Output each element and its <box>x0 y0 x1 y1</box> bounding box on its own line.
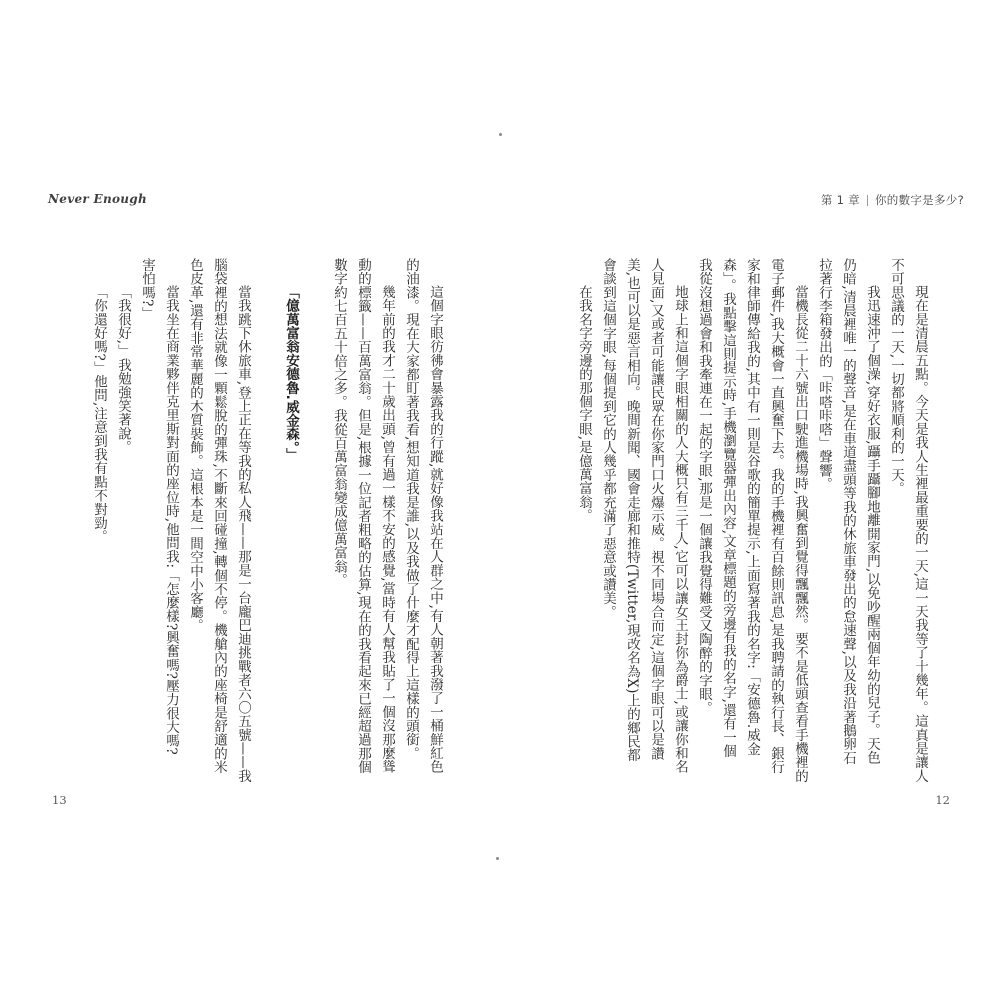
text-line: 色皮革,還有非常華麗的木質裝飾。這根本是一間空中小客廳。 <box>187 258 203 633</box>
page-number-right: 12 <box>935 793 950 807</box>
text-line: 腦袋裡的想法就像一顆鬆脫的彈珠,不斷來回碰撞,轉個不停。機艙內的座椅是舒適的米 <box>211 258 227 774</box>
text-line: 幾年前的我才二十歲出頭,曾有過一樣不安的感覺,當時有人幫我貼了一個沒那麼聳 <box>379 285 395 774</box>
text-line: 「我很好,」我勉強笑著說。 <box>115 285 131 454</box>
text-line: 「你還好嗎?」他問,注意到我有點不對勁。 <box>91 285 107 544</box>
text-line: 人見面,又或者可能讓民眾在你家門口火爆示威。視不同場合而定,這個字眼可以是讚 <box>648 258 664 761</box>
text-line: 不可思議的一天,一切都將順利的一天。 <box>888 258 904 496</box>
text-line: 仍暗,清晨裡唯一的聲音,是在車道盡頭等我的休旅車發出的怠速聲,以及我沿著鵝卵石 <box>840 258 856 765</box>
text-line: 美,也可以是惡言相向。晚間新聞、國會走廊和推特(Twitter,現改名為X)上的鄉民都 <box>624 258 640 763</box>
text-line: 當我坐在商業夥伴克里斯對面的座位時,他問我:「怎麼樣?興奮嗎?壓力很大嗎? <box>163 285 179 755</box>
text-line: 森」。我點擊這則提示時,手機瀏覽器彈出內容,文章標題的旁邊有我的名字,還有一個 <box>720 258 736 758</box>
text-line: 數字約七百五十倍之多。我從百萬富翁變成億萬富翁。 <box>331 258 347 587</box>
header-divider <box>867 195 868 206</box>
right-page-body-text <box>572 258 932 810</box>
text-line: 會談到這個字眼,每個提到它的人幾乎都充滿了惡意或讚美。 <box>600 258 616 619</box>
text-line: 我從沒想過會和我牽連在一起的字眼,那是一個讓我覺得難受又陶醉的字眼。 <box>696 258 712 715</box>
chapter-title: 你的數字是多少? <box>874 193 964 207</box>
text-line: 當我跳下休旅車,登上正在等我的私人飛——那是一台龐巴迪挑戰者六〇五號——我 <box>235 285 251 783</box>
page-number-left: 13 <box>52 793 67 807</box>
chapter-label: 第 1 章 <box>820 193 860 207</box>
text-line: 我迅速沖了個澡,穿好衣服,躡手躡腳地離開家門,以免吵醒兩個年幼的兒子。天色 <box>864 285 880 765</box>
text-line: 這個字眼彷彿會暴露我的行蹤,就好像我站在人群之中,有人朝著我潑了一桶鮮紅色 <box>427 285 443 774</box>
scan-speck <box>496 857 499 860</box>
scan-speck <box>499 133 502 136</box>
text-line: 地球上和這個字眼相關的人大概只有三千人,它可以讓女王封你為爵士,或讓你和名 <box>672 285 688 774</box>
text-line: 家和律師傳給我的,其中有一則是谷歌的簡單提示,上面寫著我的名字:「安德魯.威金 <box>744 258 760 756</box>
text-line: 當機長從二十六號出口駛進機場時,我興奮到覺得飄飄然。要不是低頭查看手機裡的 <box>792 285 808 783</box>
running-head-book-title: Never Enough <box>48 192 148 206</box>
text-line: 拉著行李箱發出的「咔嗒咔嗒」聲響。 <box>816 258 832 491</box>
running-head-chapter <box>821 192 964 208</box>
text-line: 電子郵件,我大概會一直興奮下去。我的手機裡有百餘則訊息,是我聘請的執行長、銀行 <box>768 258 784 774</box>
text-line: 害怕嗎?」 <box>139 258 155 321</box>
left-page-body-text <box>87 258 447 810</box>
text-line: 動的標籤——百萬富翁。但是,根據一位記者粗略的估算,現在的我看起來已經超過那個 <box>355 258 371 774</box>
text-line: 的油漆。現在大家都盯著我看,想知道我是誰,以及我做了什麼才配得上這樣的頭銜。 <box>403 258 419 761</box>
text-line: 「億萬富翁安德魯.威金森。」 <box>283 285 299 462</box>
text-line: 現在是清晨五點。今天是我人生裡最重要的一天,這一天我等了十幾年。這真是讓人 <box>912 285 928 783</box>
text-line: 在我名字旁邊的那個字眼,是億萬富翁。 <box>576 285 592 523</box>
